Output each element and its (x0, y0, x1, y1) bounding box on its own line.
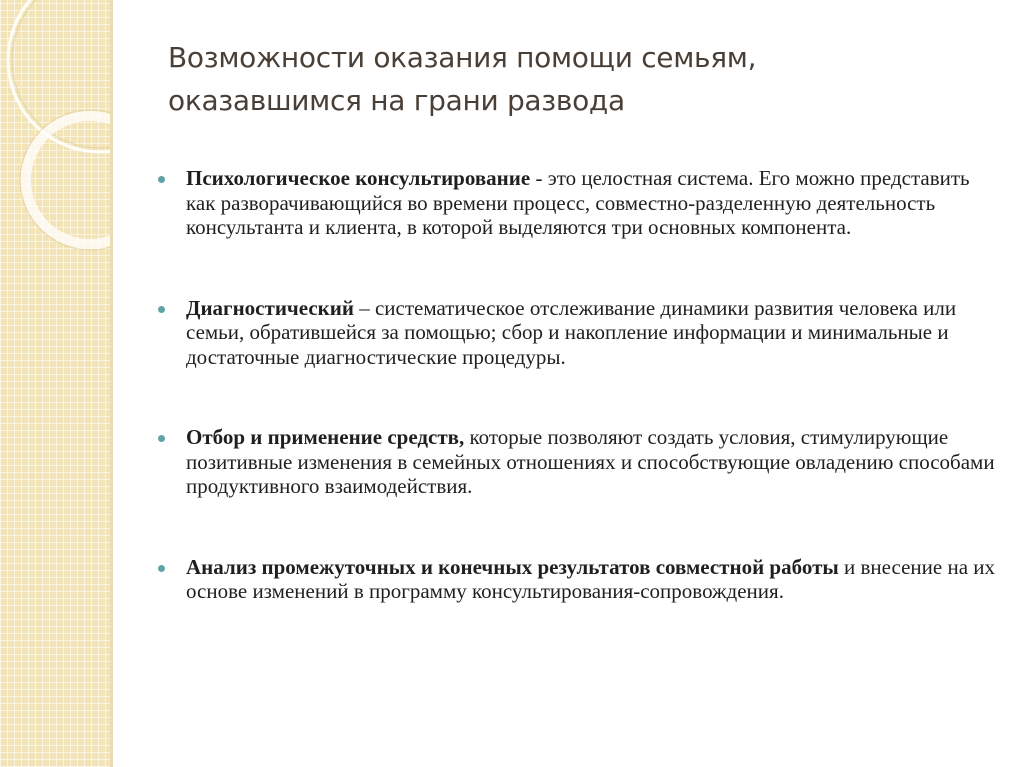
bullet-term: Психологическое консультирование (186, 166, 531, 190)
decorative-side-panel (0, 0, 110, 767)
bullet-text: которые позволяют создать условия, стимулирующие позитивные изменения в семейных отношениях и способствующие овладению способами продуктивного взаимодействия. (186, 425, 995, 498)
list-item (158, 166, 998, 240)
slide-title-line-1: Возможности оказания помощи семьям, (168, 41, 757, 74)
bullet-term: Анализ промежуточных и конечных результатов совместной работы (186, 554, 839, 579)
bullet-dot-icon (158, 565, 165, 572)
bullet-text: – систематическое отслеживание динамики развития человека или семьи, обратившейся за помощью; сбор и накопление информации и минимальные и достаточные диагностические процедуры. (186, 295, 957, 369)
list-item (158, 555, 998, 604)
decorative-circles-icon (0, 0, 110, 260)
bullet-dot-icon (158, 176, 165, 183)
bullet-term: Отбор и применение средств, (186, 425, 465, 449)
bullet-term: Диагностический (186, 295, 354, 320)
slide-title-line-2: оказавшимся на грани развода (168, 84, 625, 117)
list-item (158, 425, 998, 499)
bullet-text: и внесение на их основе изменений в программу консультирования-сопровождения. (186, 554, 996, 603)
list-item (158, 296, 998, 370)
side-panel-edge (110, 0, 113, 767)
bullet-text: - это целостная система. Его можно представить как разворачивающийся во времени процесс, совместно-разделенную деятельность консультанта и клиента, в которой выделяются три основных компонента. (186, 166, 970, 239)
bullet-dot-icon (158, 435, 165, 442)
slide-title (168, 36, 988, 122)
bullet-dot-icon (158, 306, 165, 313)
bullet-list (158, 166, 998, 604)
